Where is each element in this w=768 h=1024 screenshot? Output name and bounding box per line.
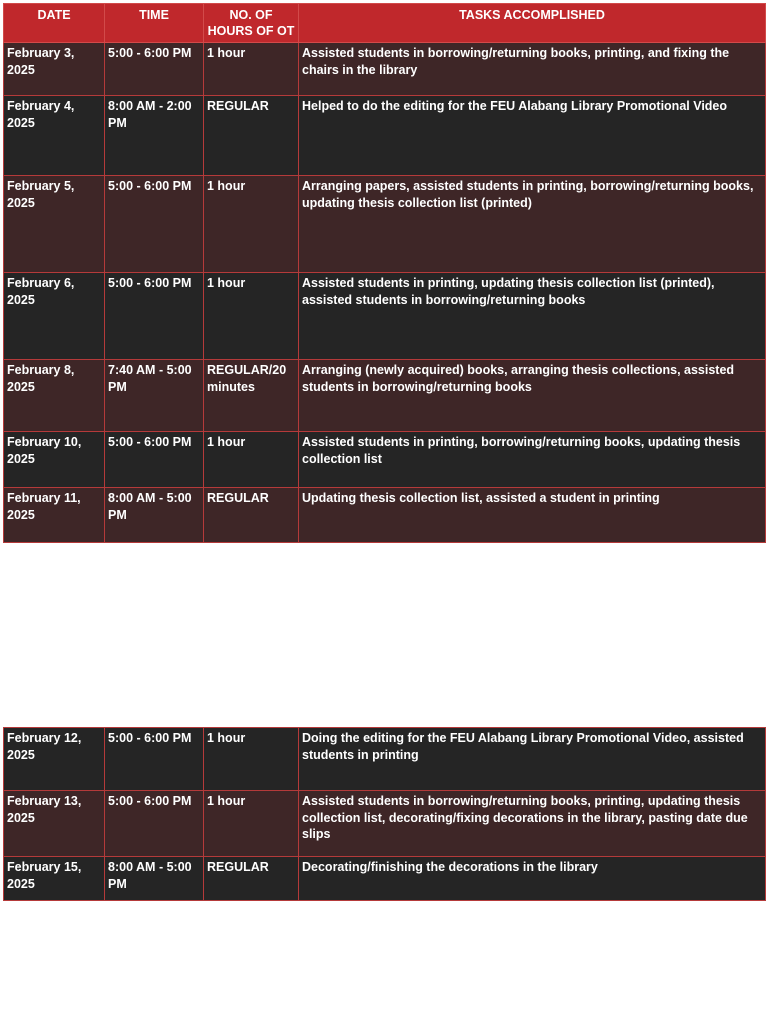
cell-tasks: Assisted students in borrowing/returning books, printing, updating thesis collection list, decorating/fixing decorations in the library, pasting date due slips [299,791,766,857]
cell-tasks: Decorating/finishing the decorations in the library [299,857,766,901]
cell-tasks: Assisted students in printing, updating thesis collection list (printed), assisted students in borrowing/returning books [299,273,766,360]
cell-tasks: Assisted students in printing, borrowing/returning books, updating thesis collection list [299,432,766,488]
table-row [4,360,766,432]
header-time: TIME [105,4,204,43]
cell-hours: REGULAR [204,96,299,176]
cell-time: 5:00 - 6:00 PM [105,176,204,273]
header-tasks: TASKS ACCOMPLISHED [299,4,766,43]
table-row [4,176,766,273]
cell-date: February 4, 2025 [4,96,105,176]
cell-hours: 1 hour [204,43,299,96]
cell-time: 5:00 - 6:00 PM [105,432,204,488]
cell-hours: REGULAR/20 minutes [204,360,299,432]
cell-date: February 5, 2025 [4,176,105,273]
cell-date: February 3, 2025 [4,43,105,96]
table-row [4,728,766,791]
cell-tasks: Arranging (newly acquired) books, arranging thesis collections, assisted students in borrowing/returning books [299,360,766,432]
cell-tasks: Doing the editing for the FEU Alabang Library Promotional Video, assisted students in printing [299,728,766,791]
table-row [4,273,766,360]
cell-time: 5:00 - 6:00 PM [105,728,204,791]
cell-hours: 1 hour [204,432,299,488]
cell-hours: 1 hour [204,176,299,273]
cell-tasks: Helped to do the editing for the FEU Alabang Library Promotional Video [299,96,766,176]
table-row [4,791,766,857]
cell-hours: REGULAR [204,488,299,543]
cell-time: 8:00 AM - 5:00 PM [105,857,204,901]
cell-tasks: Assisted students in borrowing/returning books, printing, and fixing the chairs in the library [299,43,766,96]
ot-log-table-page-1 [3,3,766,543]
cell-hours: 1 hour [204,273,299,360]
cell-date: February 10, 2025 [4,432,105,488]
ot-log-table-page-2 [3,727,766,901]
table-row [4,432,766,488]
header-date: DATE [4,4,105,43]
cell-time: 8:00 AM - 5:00 PM [105,488,204,543]
cell-date: February 12, 2025 [4,728,105,791]
cell-date: February 8, 2025 [4,360,105,432]
cell-time: 7:40 AM - 5:00 PM [105,360,204,432]
header-hours: NO. OF HOURS OF OT [204,4,299,43]
cell-hours: 1 hour [204,791,299,857]
cell-time: 8:00 AM - 2:00 PM [105,96,204,176]
cell-tasks: Arranging papers, assisted students in printing, borrowing/returning books, updating thesis collection list (printed) [299,176,766,273]
cell-hours: REGULAR [204,857,299,901]
cell-tasks: Updating thesis collection list, assisted a student in printing [299,488,766,543]
table-row [4,488,766,543]
cell-hours: 1 hour [204,728,299,791]
table-row [4,96,766,176]
table-header-row [4,4,766,43]
cell-time: 5:00 - 6:00 PM [105,273,204,360]
table-row [4,43,766,96]
cell-time: 5:00 - 6:00 PM [105,791,204,857]
cell-date: February 13, 2025 [4,791,105,857]
cell-date: February 6, 2025 [4,273,105,360]
table-row [4,857,766,901]
cell-date: February 11, 2025 [4,488,105,543]
cell-time: 5:00 - 6:00 PM [105,43,204,96]
cell-date: February 15, 2025 [4,857,105,901]
